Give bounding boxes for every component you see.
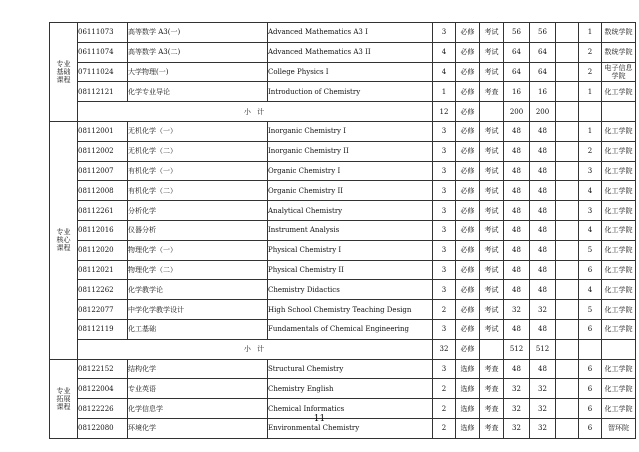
total-hours-cell: 64 [504,42,530,62]
total-hours-cell: 48 [504,161,530,181]
course-type-cell: 选修 [456,399,480,419]
course-type-cell: 必修 [456,23,480,43]
empty-cell [556,339,579,359]
total-hours-cell: 48 [504,181,530,201]
practice-hours-cell [556,201,579,221]
empty-cell [480,102,504,122]
credit-cell: 3 [433,240,456,260]
theory-hours-cell: 48 [530,220,556,240]
credit-cell: 4 [433,42,456,62]
exam-type-cell: 考试 [480,201,504,221]
school-cell: 数统学院 [602,42,636,62]
theory-hours-cell: 48 [530,260,556,280]
exam-type-cell: 考试 [480,161,504,181]
course-name-en-cell: Inorganic Chemistry I [268,121,433,141]
subtotal-row [50,339,636,359]
semester-cell: 2 [579,62,602,82]
theory-hours-cell: 48 [530,319,556,339]
semester-cell: 4 [579,280,602,300]
course-name-cn-cell: 无机化学（一） [128,121,268,141]
table-row [50,42,636,62]
school-cell: 化工学院 [602,260,636,280]
table-row [50,300,636,320]
course-type-cell: 必修 [456,300,480,320]
exam-type-cell: 考试 [480,121,504,141]
practice-hours-cell [556,62,579,82]
page-number: 11 [313,414,326,424]
exam-type-cell: 考查 [480,399,504,419]
semester-cell: 3 [579,161,602,181]
exam-type-cell: 考试 [480,260,504,280]
school-cell: 化工学院 [602,319,636,339]
course-type-cell: 选修 [456,379,480,399]
table-row [50,379,636,399]
credit-cell: 3 [433,359,456,379]
total-hours-cell: 48 [504,260,530,280]
course-type-cell: 选修 [456,359,480,379]
table-row [50,161,636,181]
practice-hours-cell [556,141,579,161]
exam-type-cell: 考查 [480,418,504,438]
theory-hours-cell: 64 [530,62,556,82]
credit-cell: 2 [433,418,456,438]
course-name-en-cell: Instrument Analysis [268,220,433,240]
semester-cell: 1 [579,23,602,43]
table-row [50,23,636,43]
course-name-cn-cell: 物理化学（二） [128,260,268,280]
total-hours-cell: 48 [504,141,530,161]
course-name-cn-cell: 仪器分析 [128,220,268,240]
semester-cell: 4 [579,220,602,240]
total-hours-cell: 48 [504,280,530,300]
course-type-cell: 必修 [456,82,480,102]
course-name-en-cell: Chemistry Didactics [268,280,433,300]
school-cell: 化工学院 [602,280,636,300]
school-cell: 化工学院 [602,399,636,419]
course-code-cell: 08122152 [78,359,128,379]
table-row [50,319,636,339]
course-code-cell: 08112119 [78,319,128,339]
exam-type-cell: 考查 [480,379,504,399]
semester-cell: 6 [579,319,602,339]
exam-type-cell: 考试 [480,23,504,43]
school-cell: 化工学院 [602,141,636,161]
table-row [50,121,636,141]
school-cell: 化工学院 [602,121,636,141]
theory-hours-cell: 48 [530,359,556,379]
course-name-en-cell: Chemical Informatics [268,399,433,419]
school-cell: 化工学院 [602,240,636,260]
course-name-en-cell: Environmental Chemistry [268,418,433,438]
exam-type-cell: 考试 [480,220,504,240]
credit-cell: 3 [433,181,456,201]
subtotal-type: 必修 [456,102,480,122]
category-label-line: 课程 [56,244,71,253]
empty-cell [480,339,504,359]
theory-hours-cell: 64 [530,42,556,62]
practice-hours-cell [556,300,579,320]
course-type-cell: 必修 [456,201,480,221]
practice-hours-cell [556,260,579,280]
credit-cell: 2 [433,399,456,419]
credit-cell: 3 [433,201,456,221]
subtotal-type: 必修 [456,339,480,359]
theory-hours-cell: 48 [530,121,556,141]
school-cell: 数统学院 [602,23,636,43]
course-name-en-cell: Advanced Mathematics A3 II [268,42,433,62]
exam-type-cell: 考试 [480,319,504,339]
practice-hours-cell [556,280,579,300]
course-code-cell: 08122080 [78,418,128,438]
semester-cell: 4 [579,181,602,201]
practice-hours-cell [556,359,579,379]
theory-hours-cell: 32 [530,399,556,419]
curriculum-table-body [50,23,636,439]
school-cell: 化工学院 [602,220,636,240]
course-type-cell: 必修 [456,62,480,82]
practice-hours-cell [556,42,579,62]
course-type-cell: 必修 [456,220,480,240]
subtotal-credit: 32 [433,339,456,359]
course-name-en-cell: Organic Chemistry I [268,161,433,181]
course-name-cn-cell: 化学专业导论 [128,82,268,102]
course-name-cn-cell: 大学物理(一) [128,62,268,82]
curriculum-table [49,22,636,439]
school-cell: 智环院 [602,418,636,438]
credit-cell: 4 [433,62,456,82]
course-name-en-cell: Advanced Mathematics A3 I [268,23,433,43]
theory-hours-cell: 48 [530,161,556,181]
total-hours-cell: 64 [504,62,530,82]
semester-cell: 5 [579,240,602,260]
practice-hours-cell [556,319,579,339]
empty-cell [579,102,602,122]
theory-hours-cell: 48 [530,280,556,300]
practice-hours-cell [556,82,579,102]
course-type-cell: 必修 [456,161,480,181]
semester-cell: 5 [579,300,602,320]
category-label-line: 基础 [56,67,71,76]
school-cell: 化工学院 [602,181,636,201]
category-label-line: 核心 [56,236,71,245]
credit-cell: 3 [433,220,456,240]
table-row [50,240,636,260]
semester-cell: 2 [579,42,602,62]
semester-cell: 6 [579,260,602,280]
course-code-cell: 08122004 [78,379,128,399]
course-code-cell: 08112016 [78,220,128,240]
course-name-en-cell: High School Chemistry Teaching Design [268,300,433,320]
course-name-en-cell: Structural Chemistry [268,359,433,379]
course-type-cell: 必修 [456,121,480,141]
course-name-en-cell: Chemistry English [268,379,433,399]
total-hours-cell: 32 [504,300,530,320]
course-code-cell: 08112262 [78,280,128,300]
course-code-cell: 08112008 [78,181,128,201]
course-code-cell: 07111024 [78,62,128,82]
course-code-cell: 08112121 [78,82,128,102]
subtotal-label: 小 计 [78,339,433,359]
course-name-cn-cell: 有机化学（二） [128,181,268,201]
total-hours-cell: 48 [504,359,530,379]
course-code-cell: 08112002 [78,141,128,161]
semester-cell: 3 [579,201,602,221]
course-name-en-cell: Organic Chemistry II [268,181,433,201]
course-type-cell: 必修 [456,181,480,201]
exam-type-cell: 考试 [480,141,504,161]
total-hours-cell: 48 [504,121,530,141]
credit-cell: 3 [433,280,456,300]
exam-type-cell: 考查 [480,359,504,379]
course-code-cell: 08112021 [78,260,128,280]
course-code-cell: 06111074 [78,42,128,62]
course-name-en-cell: Introduction of Chemistry [268,82,433,102]
category-cell [50,121,78,359]
credit-cell: 1 [433,82,456,102]
course-code-cell: 08122077 [78,300,128,320]
semester-cell: 6 [579,399,602,419]
school-cell: 化工学院 [602,379,636,399]
table-row [50,280,636,300]
total-hours-cell: 56 [504,23,530,43]
category-label-line: 专业 [56,386,71,395]
exam-type-cell: 考试 [480,181,504,201]
school-cell: 电子信息学院 [602,62,636,82]
empty-cell [556,102,579,122]
category-label-line: 拓展 [56,394,71,403]
school-cell: 化工学院 [602,359,636,379]
table-row [50,359,636,379]
course-type-cell: 必修 [456,42,480,62]
course-name-cn-cell: 有机化学（一） [128,161,268,181]
subtotal-theory-hours: 512 [530,339,556,359]
course-name-cn-cell: 结构化学 [128,359,268,379]
practice-hours-cell [556,23,579,43]
course-type-cell: 必修 [456,240,480,260]
course-name-en-cell: Physical Chemistry II [268,260,433,280]
semester-cell: 6 [579,359,602,379]
theory-hours-cell: 16 [530,82,556,102]
course-type-cell: 必修 [456,280,480,300]
semester-cell: 6 [579,418,602,438]
practice-hours-cell [556,379,579,399]
exam-type-cell: 考试 [480,240,504,260]
table-row [50,260,636,280]
exam-type-cell: 考试 [480,62,504,82]
category-label-line: 专业 [56,228,71,237]
credit-cell: 3 [433,161,456,181]
subtotal-hours: 200 [504,102,530,122]
practice-hours-cell [556,121,579,141]
course-name-cn-cell: 高等数学 A3(二) [128,42,268,62]
exam-type-cell: 考试 [480,280,504,300]
empty-cell [602,102,636,122]
category-label-line: 课程 [56,75,71,84]
course-name-en-cell: Fundamentals of Chemical Engineering [268,319,433,339]
empty-cell [579,339,602,359]
course-name-cn-cell: 化工基础 [128,319,268,339]
course-type-cell: 必修 [456,260,480,280]
total-hours-cell: 48 [504,319,530,339]
theory-hours-cell: 56 [530,23,556,43]
theory-hours-cell: 32 [530,300,556,320]
table-row [50,62,636,82]
total-hours-cell: 32 [504,418,530,438]
course-code-cell: 08122226 [78,399,128,419]
course-name-en-cell: Inorganic Chemistry II [268,141,433,161]
subtotal-row [50,102,636,122]
subtotal-theory-hours: 200 [530,102,556,122]
theory-hours-cell: 48 [530,201,556,221]
category-label-line: 专业 [56,59,71,68]
table-row [50,220,636,240]
course-name-cn-cell: 化学教学论 [128,280,268,300]
course-code-cell: 08112007 [78,161,128,181]
credit-cell: 3 [433,23,456,43]
practice-hours-cell [556,240,579,260]
school-cell: 化工学院 [602,201,636,221]
table-row [50,141,636,161]
school-cell: 化工学院 [602,300,636,320]
course-name-cn-cell: 物理化学（一） [128,240,268,260]
category-label-line: 课程 [56,402,71,411]
total-hours-cell: 48 [504,240,530,260]
semester-cell: 6 [579,379,602,399]
semester-cell: 1 [579,82,602,102]
practice-hours-cell [556,181,579,201]
course-name-cn-cell: 环境化学 [128,418,268,438]
course-code-cell: 08112001 [78,121,128,141]
semester-cell: 2 [579,141,602,161]
credit-cell: 2 [433,379,456,399]
category-cell [50,23,78,122]
school-cell: 化工学院 [602,161,636,181]
table-row [50,201,636,221]
credit-cell: 3 [433,319,456,339]
subtotal-hours: 512 [504,339,530,359]
course-name-cn-cell: 中学化学教学设计 [128,300,268,320]
course-type-cell: 选修 [456,418,480,438]
theory-hours-cell: 48 [530,240,556,260]
total-hours-cell: 16 [504,82,530,102]
course-name-en-cell: Physical Chemistry I [268,240,433,260]
semester-cell: 1 [579,121,602,141]
theory-hours-cell: 32 [530,379,556,399]
exam-type-cell: 考试 [480,300,504,320]
table-row [50,82,636,102]
course-name-en-cell: Analytical Chemistry [268,201,433,221]
course-name-en-cell: College Physics I [268,62,433,82]
subtotal-label: 小 计 [78,102,433,122]
exam-type-cell: 考试 [480,42,504,62]
practice-hours-cell [556,161,579,181]
course-name-cn-cell: 化学信息学 [128,399,268,419]
course-type-cell: 必修 [456,319,480,339]
total-hours-cell: 48 [504,201,530,221]
course-type-cell: 必修 [456,141,480,161]
credit-cell: 3 [433,260,456,280]
empty-cell [602,339,636,359]
theory-hours-cell: 48 [530,181,556,201]
subtotal-credit: 12 [433,102,456,122]
total-hours-cell: 32 [504,379,530,399]
exam-type-cell: 考查 [480,82,504,102]
total-hours-cell: 32 [504,399,530,419]
course-code-cell: 06111073 [78,23,128,43]
theory-hours-cell: 32 [530,418,556,438]
credit-cell: 3 [433,121,456,141]
theory-hours-cell: 48 [530,141,556,161]
table-row [50,181,636,201]
credit-cell: 2 [433,300,456,320]
category-cell [50,359,78,438]
course-code-cell: 08112261 [78,201,128,221]
course-name-cn-cell: 无机化学（二） [128,141,268,161]
course-code-cell: 08112020 [78,240,128,260]
total-hours-cell: 48 [504,220,530,240]
school-cell: 化工学院 [602,82,636,102]
credit-cell: 3 [433,141,456,161]
course-name-cn-cell: 分析化学 [128,201,268,221]
practice-hours-cell [556,220,579,240]
course-name-cn-cell: 专业英语 [128,379,268,399]
course-name-cn-cell: 高等数学 A3(一) [128,23,268,43]
